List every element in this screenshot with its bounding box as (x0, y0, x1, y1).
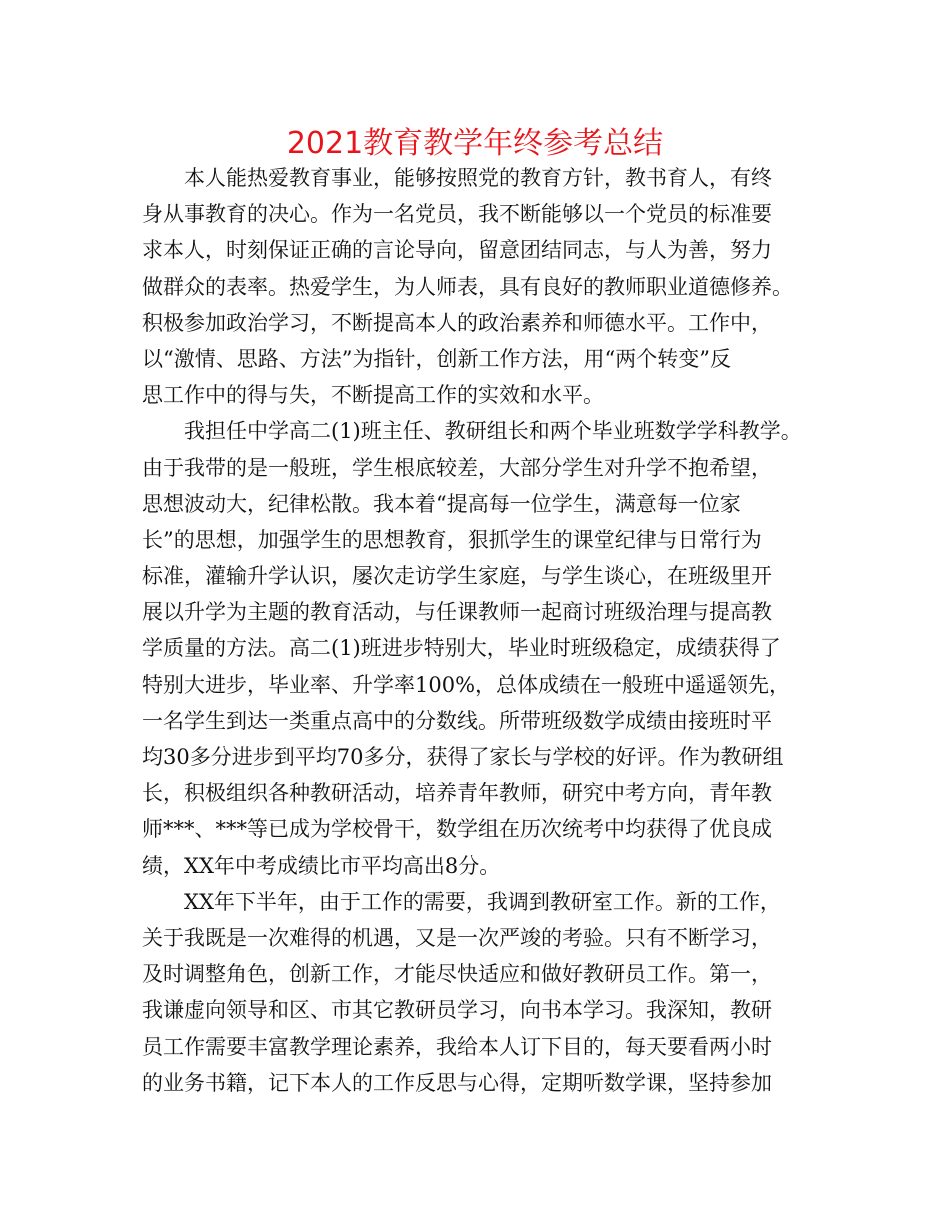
paragraph-line: 标准，灌输升学认识，屡次走访学生家庭，与学生谈心，在班级里开 (142, 564, 772, 589)
paragraph-line: 我谦虚向领导和区、市其它教研员学习，向书本学习。我深知，教研 (142, 998, 772, 1023)
paragraph-line: XX年下半年，由于工作的需要，我调到教研室工作。新的工作， (184, 889, 781, 914)
paragraph-line: 以“激情、思路、方法”为指针，创新工作方法，用“两个转变”反 (142, 346, 731, 371)
document-body (142, 160, 822, 1101)
paragraph-3 (142, 884, 822, 1101)
paragraph-line: 思工作中的得与失，不断提高工作的实效和水平。 (142, 383, 604, 408)
paragraph-line: 由于我带的是一般班，学生根底较差，大部分学生对升学不抱希望， (142, 455, 772, 480)
paragraph-line: 身从事教育的决心。作为一名党员，我不断能够以一个党员的标准要 (142, 202, 772, 227)
paragraph-line: 学质量的方法。高二(1)班进步特别大，毕业时班级稳定，成绩获得了 (142, 636, 781, 661)
paragraph-line: 特别大进步，毕业率、升学率100%，总体成绩在一般班中遥遥领先， (142, 672, 791, 697)
paragraph-line: 绩，XX年中考成绩比市平均高出8分。 (142, 853, 501, 878)
paragraph-line: 我担任中学高二(1)班主任、教研组长和两个毕业班数学学科教学。 (184, 419, 802, 444)
paragraph-line: 师***、***等已成为学校骨干，数学组在历次统考中均获得了优良成 (142, 817, 772, 842)
paragraph-line: 积极参加政治学习，不断提高本人的政治素养和师德水平。工作中， (142, 310, 772, 335)
paragraph-line: 展以升学为主题的教育活动，与任课教师一起商讨班级治理与提高教 (142, 600, 772, 625)
paragraph-line: 求本人，时刻保证正确的言论导向，留意团结同志，与人为善，努力 (142, 238, 772, 263)
document-title: 2021教育教学年终参考总结 (286, 126, 664, 161)
paragraph-2 (142, 413, 822, 883)
paragraph-1 (142, 160, 822, 413)
paragraph-line: 长，积极组织各种教研活动，培养青年教师，研究中考方向，青年教 (142, 781, 772, 806)
paragraph-line: 长”的思想，加强学生的思想教育，狠抓学生的课堂纪律与日常行为 (142, 527, 762, 552)
paragraph-line: 关于我既是一次难得的机遇，又是一次严竣的考验。只有不断学习， (142, 925, 772, 950)
paragraph-line: 员工作需要丰富教学理论素养，我给本人订下目的，每天要看两小时 (142, 1034, 772, 1059)
paragraph-line: 一名学生到达一类重点高中的分数线。所带班级数学成绩由接班时平 (142, 708, 772, 733)
paragraph-line: 均30多分进步到平均70多分，获得了家长与学校的好评。作为教研组 (142, 745, 784, 769)
paragraph-line: 思想波动大，纪律松散。我本着“提高每一位学生，满意每一位家 (142, 491, 741, 516)
paragraph-line: 做群众的表率。热爱学生，为人师表，具有良好的教师职业道德修养。 (142, 274, 793, 299)
paragraph-line: 及时调整角色，创新工作，才能尽快适应和做好教研员工作。第一， (142, 962, 772, 987)
paragraph-line: 本人能热爱教育事业，能够按照党的教育方针，教书育人，有终 (184, 166, 772, 190)
paragraph-line: 的业务书籍，记下本人的工作反思与心得，定期听数学课，坚持参加 (142, 1070, 772, 1095)
